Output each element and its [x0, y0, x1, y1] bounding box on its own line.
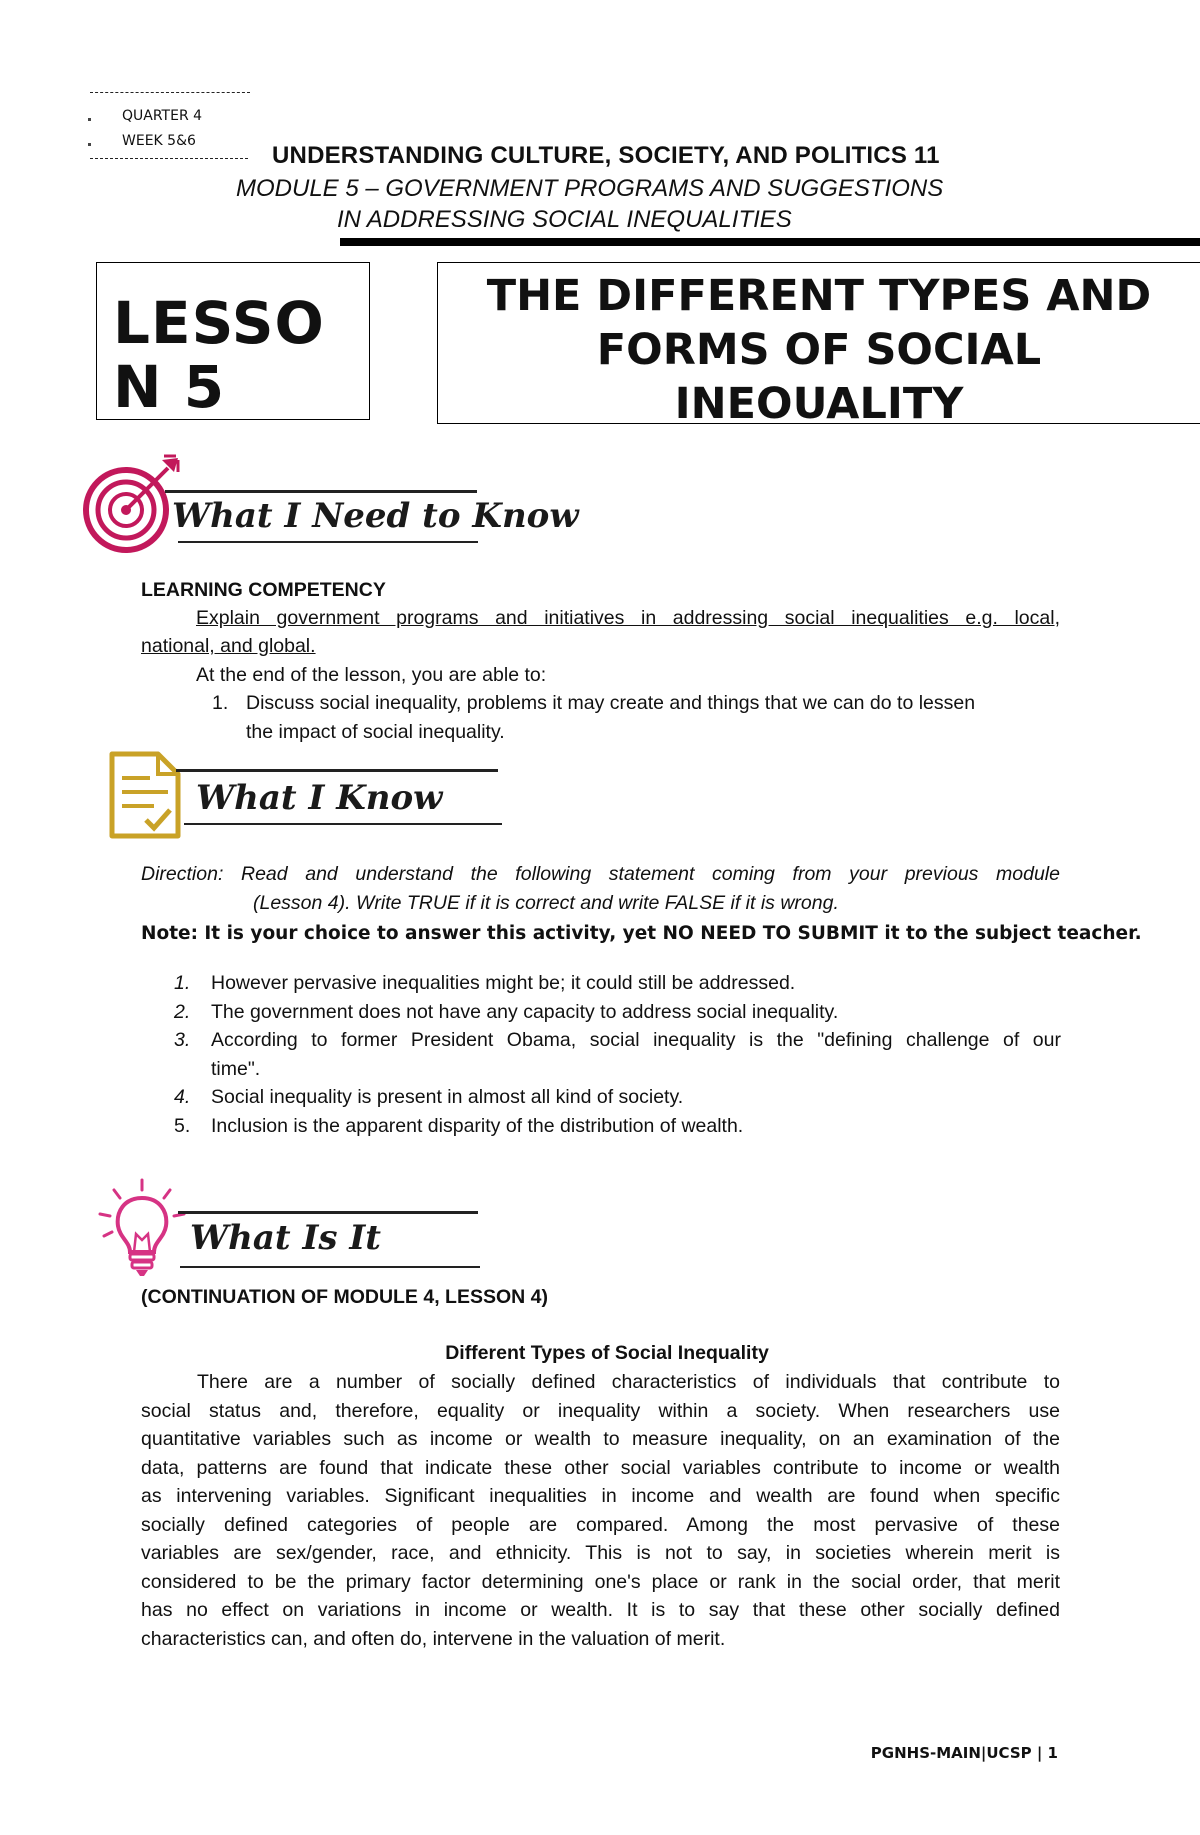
- module-title-line2: IN ADDRESSING SOCIAL INEQUALITIES: [337, 206, 792, 233]
- competency-line1: Explain government programs and initiatives in addressing social inequalities e.g. local,: [196, 607, 1060, 629]
- lesson-title: [438, 269, 1200, 431]
- week-label: WEEK 5&6: [122, 133, 196, 149]
- item-text: Social inequality is present in almost all kind of society.: [211, 1086, 684, 1108]
- section-subtitle: Different Types of Social Inequality: [445, 1342, 769, 1364]
- what-i-know-heading: What I Know: [196, 778, 443, 818]
- item-number: 2.: [174, 1000, 191, 1023]
- target-icon: [78, 452, 182, 556]
- module-title-line1: MODULE 5 – GOVERNMENT PROGRAMS AND SUGGESTIONS: [236, 175, 944, 202]
- item-text: However pervasive inequalities might be; it could still be addressed.: [211, 972, 796, 994]
- subject-title: UNDERSTANDING CULTURE, SOCIETY, AND POLITICS 11: [272, 142, 940, 169]
- need-to-know-top-rule: [165, 490, 477, 493]
- list-item: [174, 998, 1061, 1027]
- item-number: 1.: [174, 972, 191, 994]
- paragraph-line: There are a number of socially defined characteristics of individuals that contribute to: [197, 1371, 1060, 1393]
- list-item: [174, 1112, 1061, 1141]
- quarter-label: QUARTER 4: [122, 108, 203, 124]
- lesson-title-line2: FORMS OF SOCIAL: [596, 325, 1042, 375]
- lightbulb-icon: [98, 1178, 186, 1282]
- lesson-number: [113, 291, 325, 419]
- list-item: [174, 969, 1061, 998]
- paragraph-line: data, patterns are found that indicate these other social variables contribute to income or wealth: [141, 1456, 1060, 1479]
- direction-line1: Direction: Read and understand the following statement coming from your previous module: [141, 863, 1060, 885]
- quarter-marker: [88, 118, 91, 121]
- lesson-title-line3: INEOUALITY: [674, 379, 964, 429]
- item-text: According to former President Obama, social inequality is the "defining challenge of our: [211, 1029, 1061, 1051]
- competency-line2: national, and global.: [141, 635, 316, 657]
- item-number: 5.: [174, 1114, 191, 1137]
- item-text: Inclusion is the apparent disparity of the distribution of wealth.: [211, 1114, 744, 1137]
- objective-line1: Discuss social inequality, problems it may create and things that we can do to lessen: [246, 692, 976, 714]
- paragraph-line: considered to be the primary factor determining one's place or rank in the social order, that merit: [141, 1570, 1060, 1593]
- competency-title: LEARNING COMPETENCY: [141, 579, 386, 601]
- paragraph-line: quantitative variables such as income or wealth to measure inequality, on an examination of the: [141, 1428, 1060, 1450]
- lesson-label-line2: N 5: [113, 353, 226, 421]
- what-is-it-bottom-rule: [180, 1266, 480, 1268]
- objective-line2: the impact of social inequality.: [246, 721, 505, 743]
- paragraph-line: has no effect on variations in income or wealth. It is to say that these other socially defined: [141, 1599, 1060, 1621]
- what-is-it-heading: What Is It: [190, 1218, 381, 1258]
- quarter-top-border: [90, 92, 250, 93]
- paragraph-line: variables are sex/gender, race, and ethnicity. This is not to say, in societies wherein merit is: [141, 1542, 1060, 1564]
- list-item: [174, 1083, 1061, 1112]
- lesson-title-box: [437, 262, 1200, 429]
- objectives-intro: At the end of the lesson, you are able to:: [196, 664, 547, 686]
- paragraph-line: as intervening variables. Significant inequalities in income and wealth are found when specific: [141, 1485, 1060, 1507]
- page-footer: PGNHS-MAIN|UCSP | 1: [870, 1744, 1058, 1762]
- objective-number: 1.: [212, 692, 229, 714]
- item-number: 3.: [174, 1029, 191, 1051]
- paragraph-line: socially defined categories of people are compared. Among the most pervasive of these: [141, 1513, 1060, 1536]
- paragraph-line: characteristics can, and often do, intervene in the valuation of merit.: [141, 1627, 726, 1650]
- true-false-list: [174, 969, 1061, 1140]
- item-text-continued: time".: [211, 1057, 261, 1080]
- need-to-know-heading: What I Need to Know: [172, 496, 579, 536]
- item-text: The government does not have any capacity to address social inequality.: [211, 1000, 839, 1023]
- lesson-number-box: [96, 262, 370, 420]
- what-is-it-top-rule: [178, 1211, 478, 1214]
- paragraph-line: social status and, therefore, equality or inequality within a society. When researchers use: [141, 1399, 1060, 1422]
- continuation-label: (CONTINUATION OF MODULE 4, LESSON 4): [141, 1286, 548, 1308]
- lesson-title-line1: THE DIFFERENT TYPES AND: [486, 271, 1152, 321]
- note-text: Note: It is your choice to answer this activity, yet NO NEED TO SUBMIT it to the subject teacher.: [141, 923, 1142, 944]
- list-item: [174, 1026, 1061, 1083]
- body-paragraph: [141, 1368, 1060, 1653]
- item-number: 4.: [174, 1086, 191, 1108]
- direction-line2: (Lesson 4). Write TRUE if it is correct and write FALSE if it is wrong.: [253, 892, 839, 914]
- header-divider: [340, 238, 1200, 246]
- week-marker: [88, 143, 91, 146]
- quarter-bottom-border: [90, 158, 248, 159]
- lesson-label-line1: LESSO: [113, 289, 325, 357]
- what-i-know-bottom-rule: [184, 823, 502, 825]
- need-to-know-bottom-rule: [178, 541, 478, 543]
- notes-icon: [106, 748, 184, 842]
- what-i-know-top-rule: [176, 769, 498, 772]
